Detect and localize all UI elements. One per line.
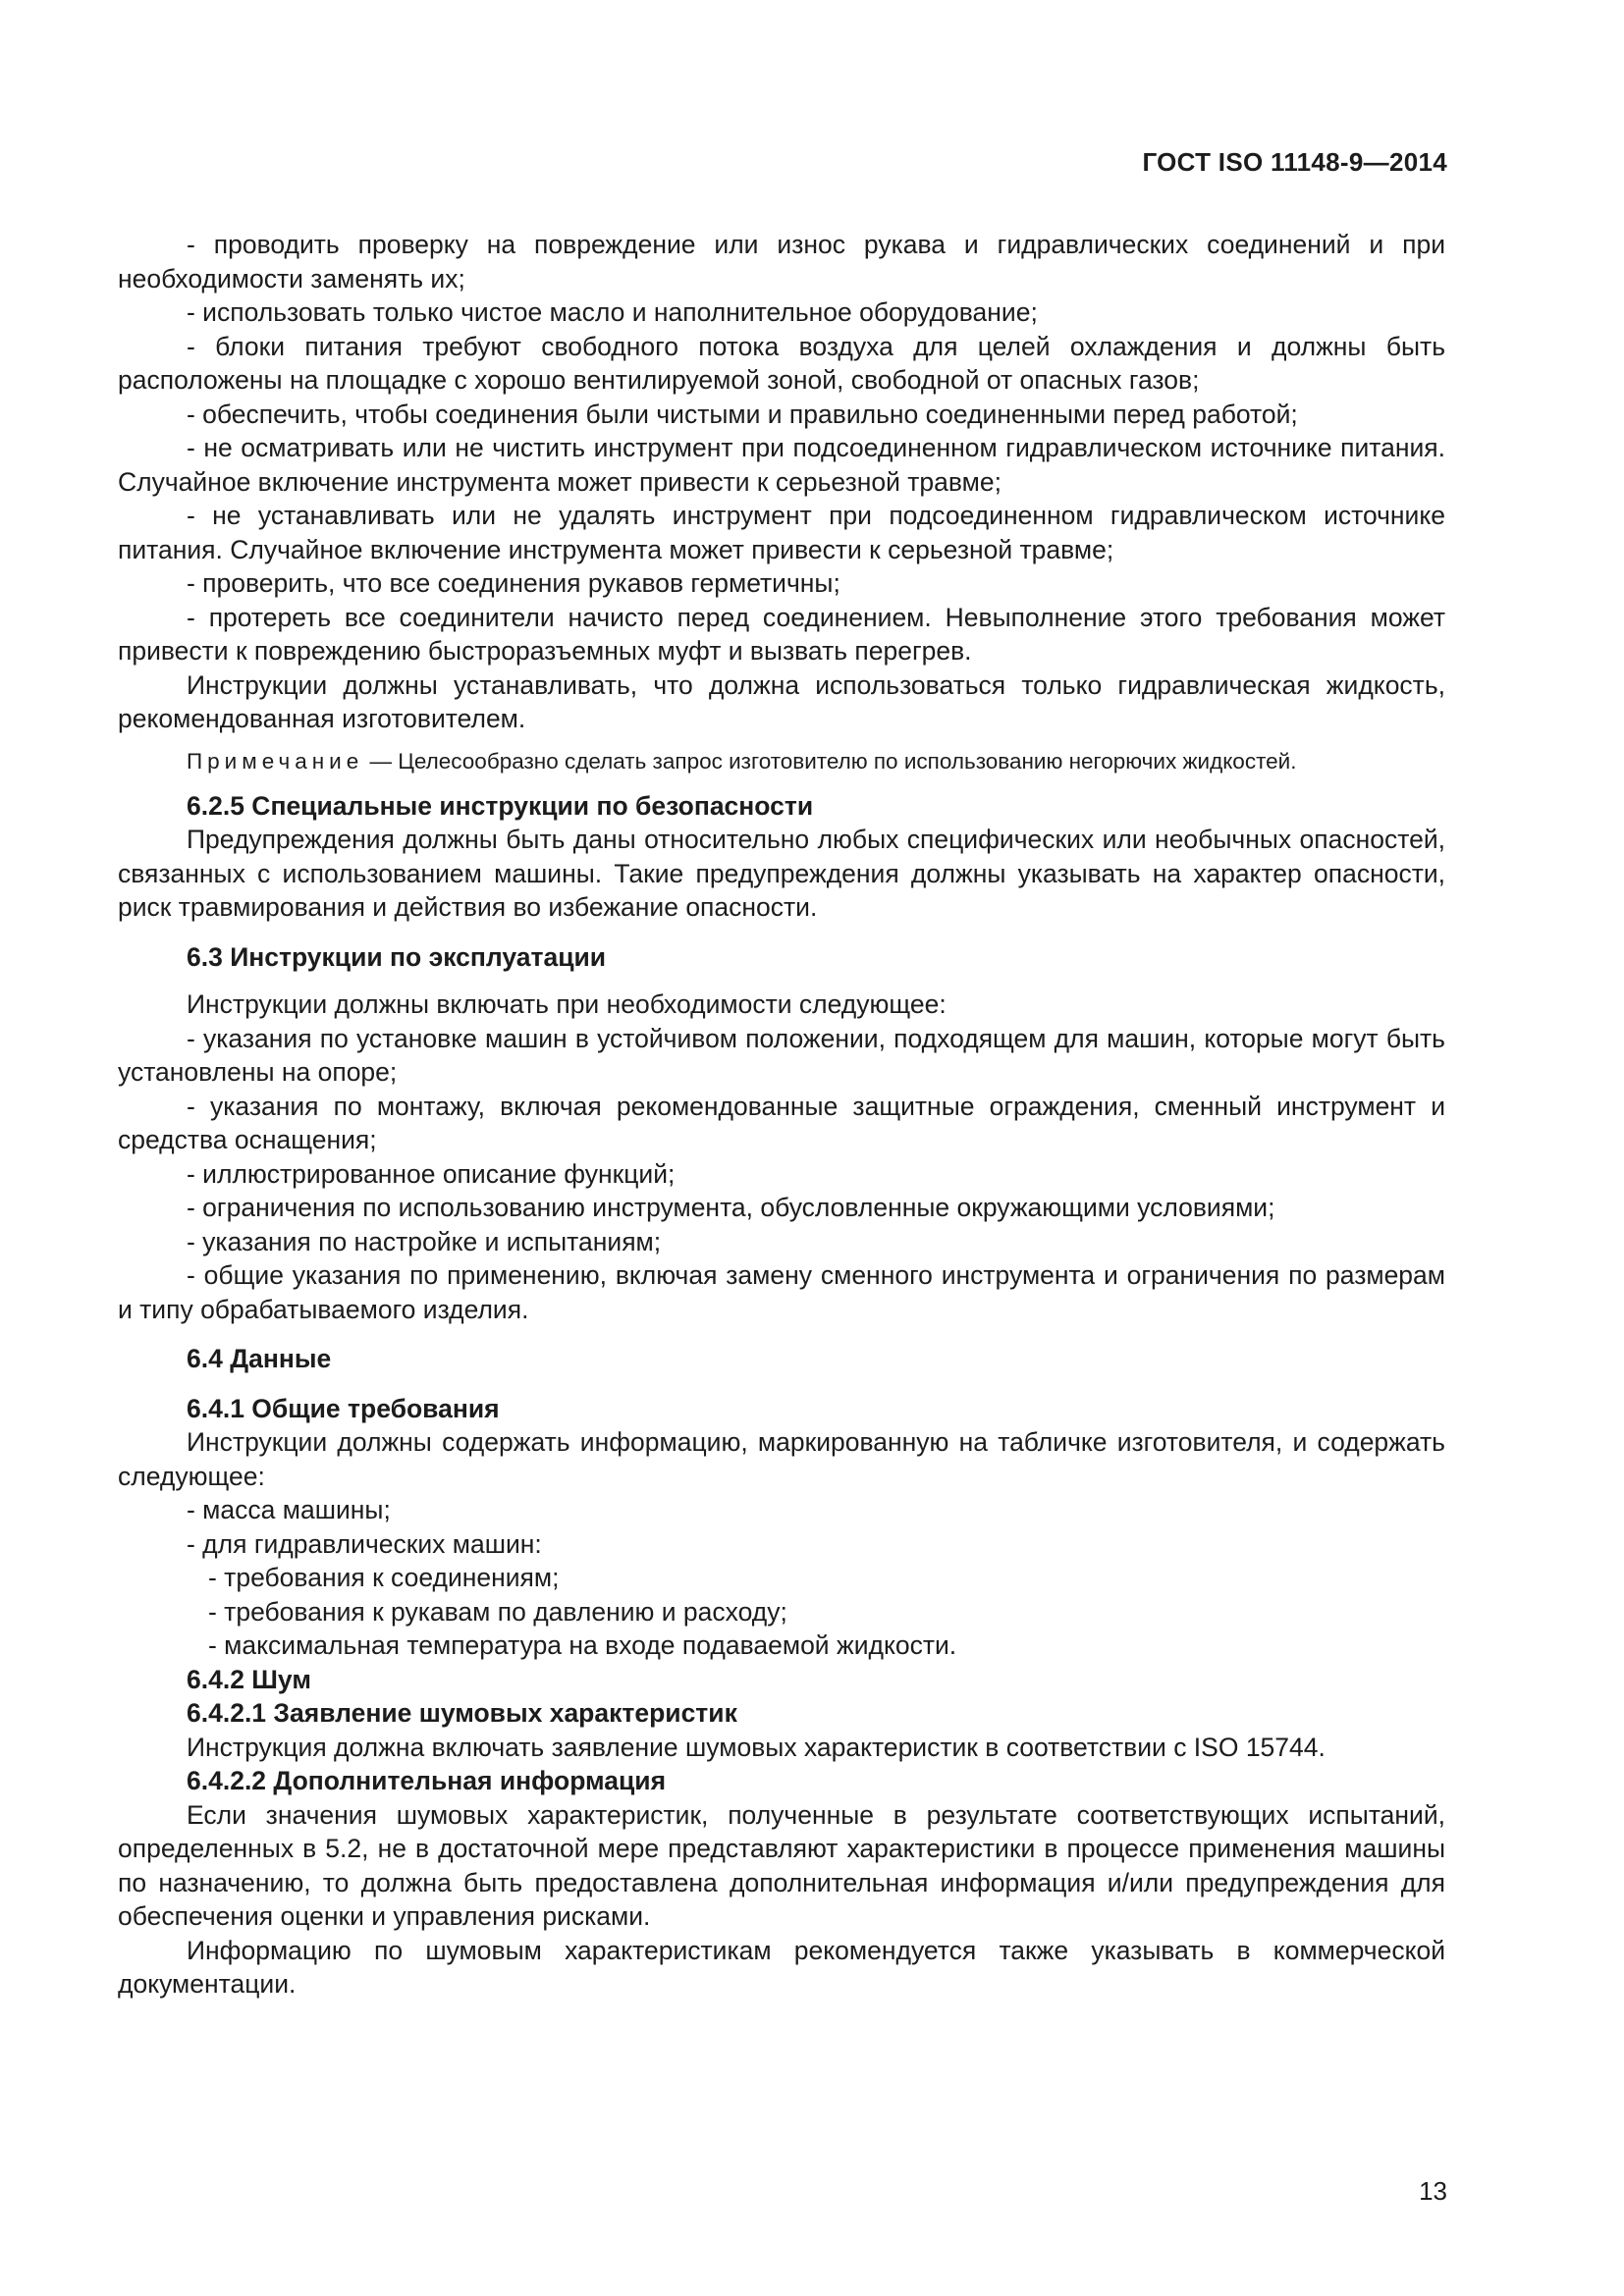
bullet-item: - обеспечить, чтобы соединения были чистыми и правильно соединенными перед работой; bbox=[187, 399, 1298, 429]
list-item: - для гидравлических машин: bbox=[187, 1528, 542, 1559]
bullet-item: - проверить, что все соединения рукавов герметичны; bbox=[187, 568, 840, 598]
section-heading-6-3: 6.3 Инструкции по эксплуатации bbox=[187, 941, 607, 972]
note-text: — Целесообразно сделать запрос изготовителю по использованию негорючих жидкостей. bbox=[363, 748, 1297, 774]
bullet-item: - блоки питания требуют свободного потока воздуха для целей охлаждения и должны быть расположены на площадке с хорошо вентилируемой зоной, свободной от опасных газов; bbox=[118, 331, 1445, 395]
list-item: - общие указания по применению, включая замену сменного инструмента и ограничения по размерам и типу обрабатываемого изделия. bbox=[118, 1260, 1445, 1324]
bullet-item: - не осматривать или не чистить инструмент при подсоединенном гидравлическом источнике питания. Случайное включение инструмента может привести к серьезной травме; bbox=[118, 433, 1445, 497]
list-item: - ограничения по использованию инструмента, обусловленные окружающими условиями; bbox=[187, 1193, 1275, 1222]
section-heading-6-4: 6.4 Данные bbox=[187, 1344, 332, 1373]
paragraph: Инструкция должна включать заявление шумовых характеристик в соответствии с ISO 15744. bbox=[187, 1732, 1326, 1762]
section-heading-6-4-2-1: 6.4.2.1 Заявление шумовых характеристик bbox=[187, 1698, 737, 1728]
document-code-header: ГОСТ ISO 11148-9—2014 bbox=[1142, 147, 1447, 177]
list-item: - указания по монтажу, включая рекомендованные защитные ограждения, сменный инструмент и средства оснащения; bbox=[118, 1091, 1445, 1154]
note bbox=[118, 746, 1445, 777]
list-item: - указания по настройке и испытаниям; bbox=[187, 1226, 662, 1256]
sub-list-item: - требования к соединениям; bbox=[208, 1563, 560, 1592]
list-item: - иллюстрированное описание функций; bbox=[187, 1158, 676, 1189]
bullet-item: - использовать только чистое масло и наполнительное оборудование; bbox=[187, 297, 1038, 327]
section-heading-6-2-5: 6.2.5 Специальные инструкции по безопасности bbox=[187, 790, 814, 821]
section-heading-6-4-2: 6.4.2 Шум bbox=[187, 1664, 311, 1694]
page-number: 13 bbox=[1419, 2176, 1447, 2206]
paragraph: Предупреждения должны быть даны относительно любых специфических или необычных опасностей, связанных с использованием машины. Такие предупреждения должны указывать на характер опасности, риск травмирования и действия во избежание опасности. bbox=[118, 825, 1445, 922]
sub-list-item: - максимальная температура на входе подаваемой жидкости. bbox=[208, 1630, 957, 1660]
section-heading-6-4-2-2: 6.4.2.2 Дополнительная информация bbox=[187, 1766, 667, 1795]
list-item: - указания по установке машин в устойчивом положении, подходящем для машин, которые могут быть установлены на опоре; bbox=[118, 1023, 1445, 1087]
paragraph: Информацию по шумовым характеристикам рекомендуется также указывать в коммерческой документации. bbox=[118, 1935, 1445, 1999]
note-label: Примечание bbox=[187, 748, 364, 774]
sub-list-item: - требования к рукавам по давлению и расходу; bbox=[208, 1596, 787, 1627]
bullet-item: - протереть все соединители начисто перед соединением. Невыполнение этого требования может привести к повреждению быстроразъемных муфт и вызвать перегрев. bbox=[118, 602, 1445, 666]
page-body bbox=[118, 228, 1445, 2002]
paragraph: Инструкции должны устанавливать, что должна использоваться только гидравлическая жидкость, рекомендованная изготовителем. bbox=[118, 669, 1445, 733]
list-item: - масса машины; bbox=[187, 1495, 391, 1524]
paragraph: Если значения шумовых характеристик, полученные в результате соответствующих испытаний, определенных в 5.2, не в достаточной мере представляют характеристики в процессе применения машины по назначению, то должна быть предоставлена дополнительная информация и/или предупреждения для обеспечения оценки и управления рисками. bbox=[118, 1799, 1445, 1931]
bullet-item: - не устанавливать или не удалять инструмент при подсоединенном гидравлическом источнике питания. Случайное включение инструмента может привести к серьезной травме; bbox=[118, 501, 1445, 564]
paragraph: Инструкции должны включать при необходимости следующее: bbox=[187, 989, 947, 1019]
section-heading-6-4-1: 6.4.1 Общие требования bbox=[187, 1393, 500, 1423]
paragraph: Инструкции должны содержать информацию, маркированную на табличке изготовителя, и содержать следующее: bbox=[118, 1427, 1445, 1491]
bullet-item: - проводить проверку на повреждение или износ рукава и гидравлических соединений и при необходимости заменять их; bbox=[118, 230, 1445, 294]
